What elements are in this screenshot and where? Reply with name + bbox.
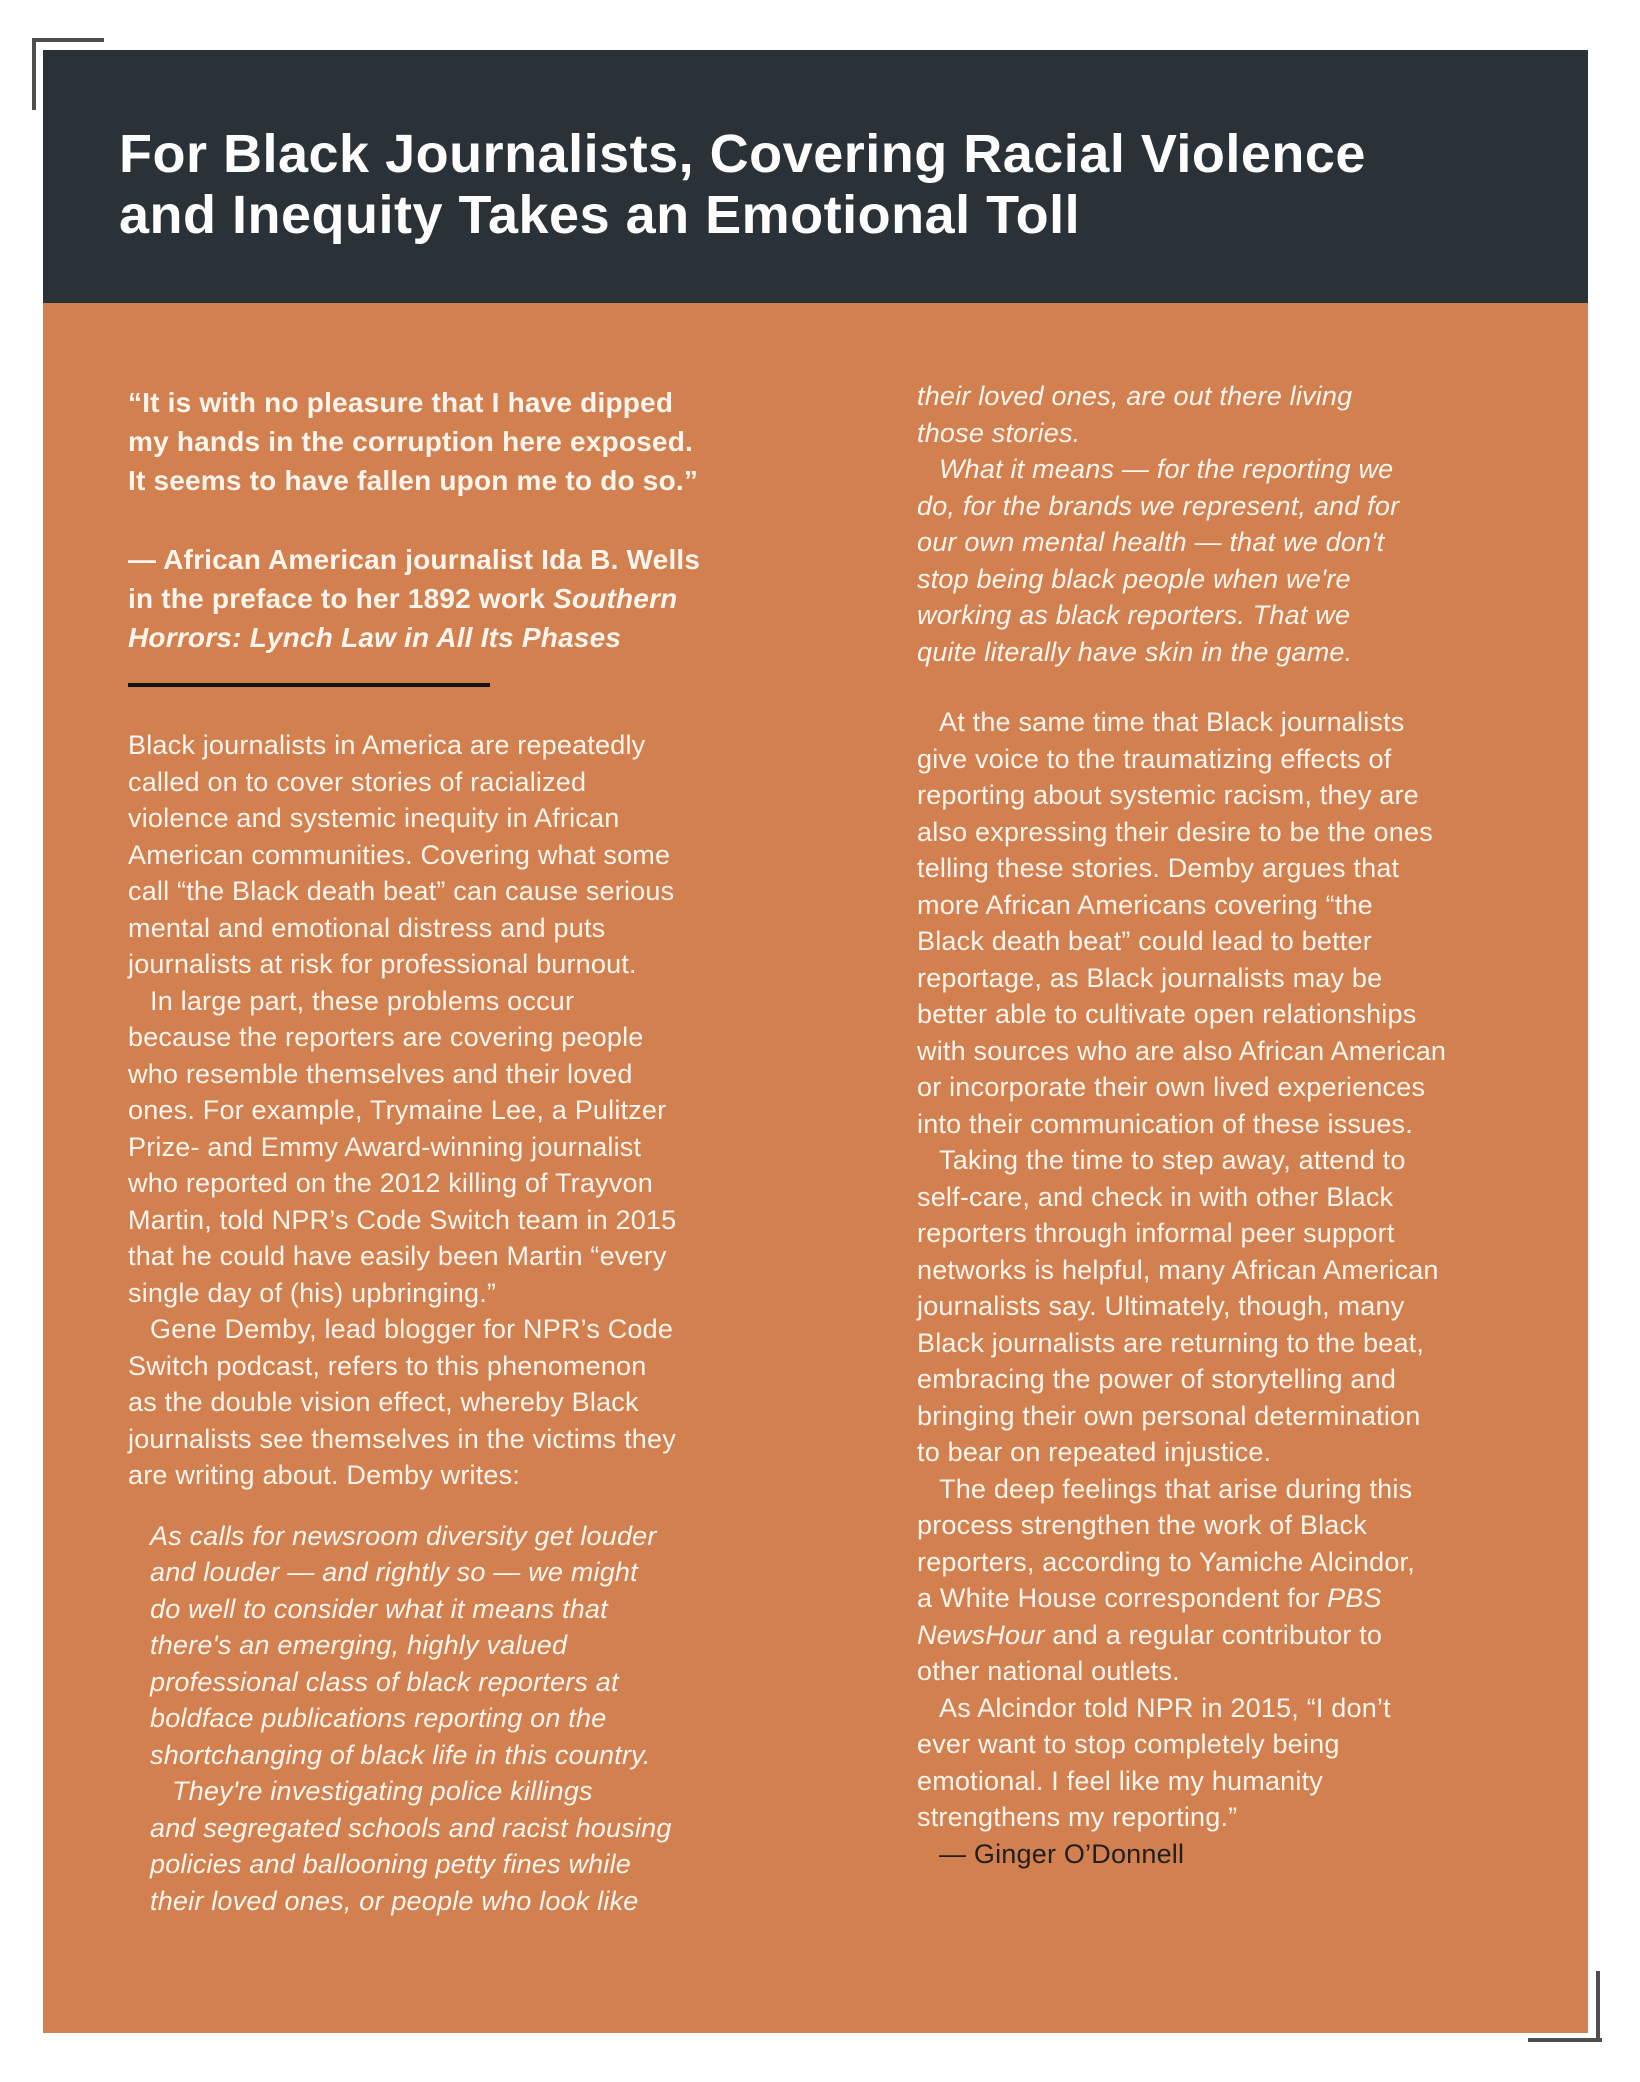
top-left-corner-bracket	[32, 38, 36, 110]
article-body	[43, 303, 1588, 2033]
divider-rule	[128, 683, 490, 687]
paragraph-text: The deep feelings that arise during this process strengthen the work of Black reporters, according to Yamiche Alcindor, a White House correspondent for	[917, 1473, 1415, 1613]
quote-attribution	[128, 540, 788, 657]
top-left-corner-bracket	[32, 38, 104, 42]
blockquote-paragraph: They're investigating police killings and segregated schools and racist housing policies and ballooning petty fines while their loved ones, or people who look like	[150, 1776, 672, 1916]
bottom-right-corner-bracket	[1596, 1971, 1600, 2042]
right-column	[917, 378, 1577, 1872]
attribution-work-title: Southern Horrors: Lynch Law in All Its Phases	[128, 583, 678, 653]
publication-name: PBS NewsHour	[917, 1583, 1382, 1650]
body-paragraph	[917, 1471, 1577, 1690]
body-paragraph: Taking the time to step away, attend to self-care, and check in with other Black reporters through informal peer support networks is helpful, many African American journalists say. Ultimately, though, many Black journalists are returning to the beat, embracing the power of storytelling and bringing their own personal determination to bear on repeated injustice.	[917, 1145, 1439, 1467]
blockquote-paragraph: As calls for newsroom diversity get louder and louder — and rightly so — we might do well to consider what it means that there's an emerging, highly valued professional class of black reporters at boldface publications reporting on the shortchanging of black life in this country.	[150, 1520, 657, 1770]
pull-quote: “It is with no pleasure that I have dipped my hands in the corruption here exposed. It seems to have fallen upon me to do so.”	[128, 387, 699, 496]
blockquote-paragraph: their loved ones, are out there living those stories.	[917, 381, 1353, 448]
bottom-right-corner-bracket	[1528, 2038, 1602, 2042]
body-paragraph: Gene Demby, lead blogger for NPR’s Code Switch podcast, refers to this phenomenon as the double vision effect, whereby Black journalists see themselves in the victims they are writing about. Demby writes:	[128, 1314, 676, 1490]
body-paragraph: Black journalists in America are repeatedly called on to cover stories of racialized violence and systemic inequity in African American communities. Covering what some call “the Black death beat” can cause serious mental and emotional distress and puts journalists at risk for professional burnout.	[128, 730, 675, 979]
body-paragraph: At the same time that Black journalists give voice to the traumatizing effects of reporting about systemic racism, they are also expressing their desire to be the ones telling these stories. Demby argues that more African Americans covering “the Black death beat” could lead to better reportage, as Black journalists may be better able to cultivate open relationships with sources who are also African American or incorporate their own lived experiences into their communication of these issues.	[917, 707, 1447, 1139]
paragraph-text: and a regular contributor to other national outlets.	[917, 1619, 1383, 1686]
body-paragraph: In large part, these problems occur because the reporters are covering people who resemble themselves and their loved ones. For example, Trymaine Lee, a Pulitzer Prize- and Emmy Award-winning journalist who reported on the 2012 killing of Trayvon Martin, told NPR’s Code Switch team in 2015 that he could have easily been Martin “every single day of (his) upbringing.”	[128, 985, 677, 1308]
left-column	[128, 383, 788, 1919]
page-title: For Black Journalists, Covering Racial Violence and Inequity Takes an Emotional Toll	[119, 124, 1366, 245]
author-byline: — Ginger O’Donnell	[939, 1838, 1185, 1869]
article-header	[43, 50, 1588, 303]
body-paragraph: As Alcindor told NPR in 2015, “I don’t ever want to stop completely being emotional. I feel like my humanity strengthens my reporting.”	[917, 1692, 1391, 1832]
attribution-text: — African American journalist Ida B. Wells in the preface to her 1892 work	[128, 544, 701, 614]
blockquote-paragraph: What it means — for the reporting we do, for the brands we represent, and for our own mental health — that we don't stop being black people when we're working as black reporters. That we quite literally have skin in the game.	[917, 454, 1400, 667]
